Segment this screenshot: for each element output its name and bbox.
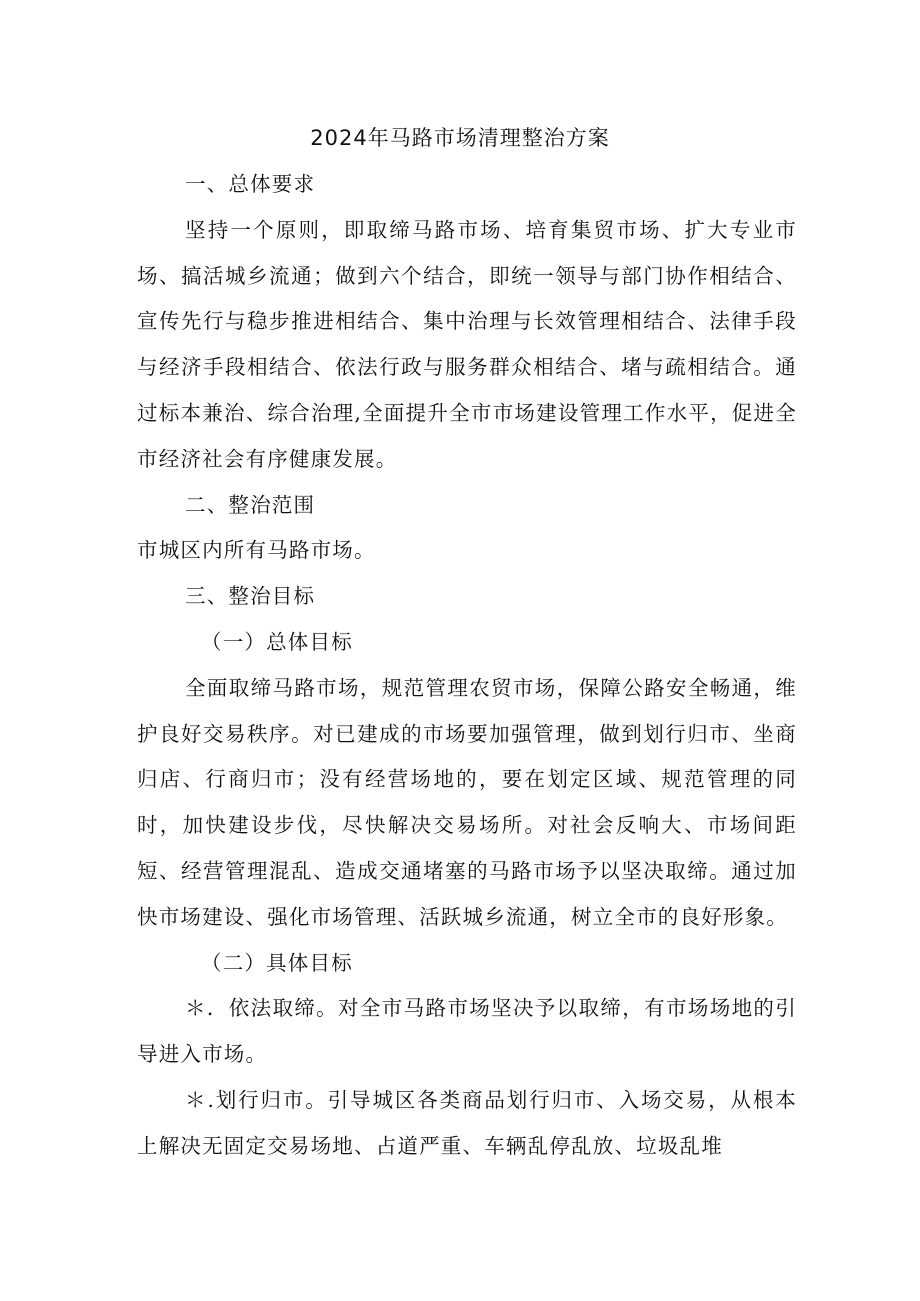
- section-heading-scope: 二、整治范围: [185, 492, 316, 517]
- paragraph-scope: 市城区内所有马路市场。: [137, 538, 376, 563]
- paragraph-overall-goals: 全面取缔马路市场，规范管理农贸市场，保障公路安全畅通，维护良好交易秩序。对已建成的市场要加强管理，做到划行归市、坐商归店、行商归市；没有经营场地的，要在划定区域、规范管理的同时，加快建设步伐，尽快解决交易场所。对社会反响大、市场间距短、经营管理混乱、造成交通堵塞的马路市场予以坚决取缔。通过加快市场建设、强化市场管理、活跃城乡流通，树立全市的良好形象。: [137, 675, 797, 929]
- document-body: [137, 162, 797, 1170]
- subheading-overall-goals: （一）总体目标: [201, 629, 353, 654]
- paragraph-general-requirements: 坚持一个原则，即取缔马路市场、培育集贸市场、扩大专业市场、搞活城乡流通；做到六个结合，即统一领导与部门协作相结合、宣传先行与稳步推进相结合、集中治理与长效管理相结合、法律手段与经济手段相结合、依法行政与服务群众相结合、堵与疏相结合。通过标本兼治、综合治理,全面提升全市市场建设管理工作水平，促进全市经济社会有序健康发展。: [137, 217, 797, 471]
- section-heading-goals: 三、整治目标: [185, 584, 316, 609]
- subheading-specific-goals: （二）具体目标: [201, 950, 353, 975]
- document-title: 2024年马路市场清理整治方案: [310, 126, 610, 150]
- section-heading-general-requirements: 一、总体要求: [185, 172, 316, 196]
- list-item-lawful-ban: ＊．依法取缔。对全市马路市场坚决予以取缔，有市场场地的引导进入市场。: [137, 996, 797, 1067]
- list-item-zoned-markets: ＊.划行归市。引导城区各类商品划行归市、入场交易，从根本上解决无固定交易场地、占道严重、车辆乱停乱放、垃圾乱堆: [137, 1087, 797, 1158]
